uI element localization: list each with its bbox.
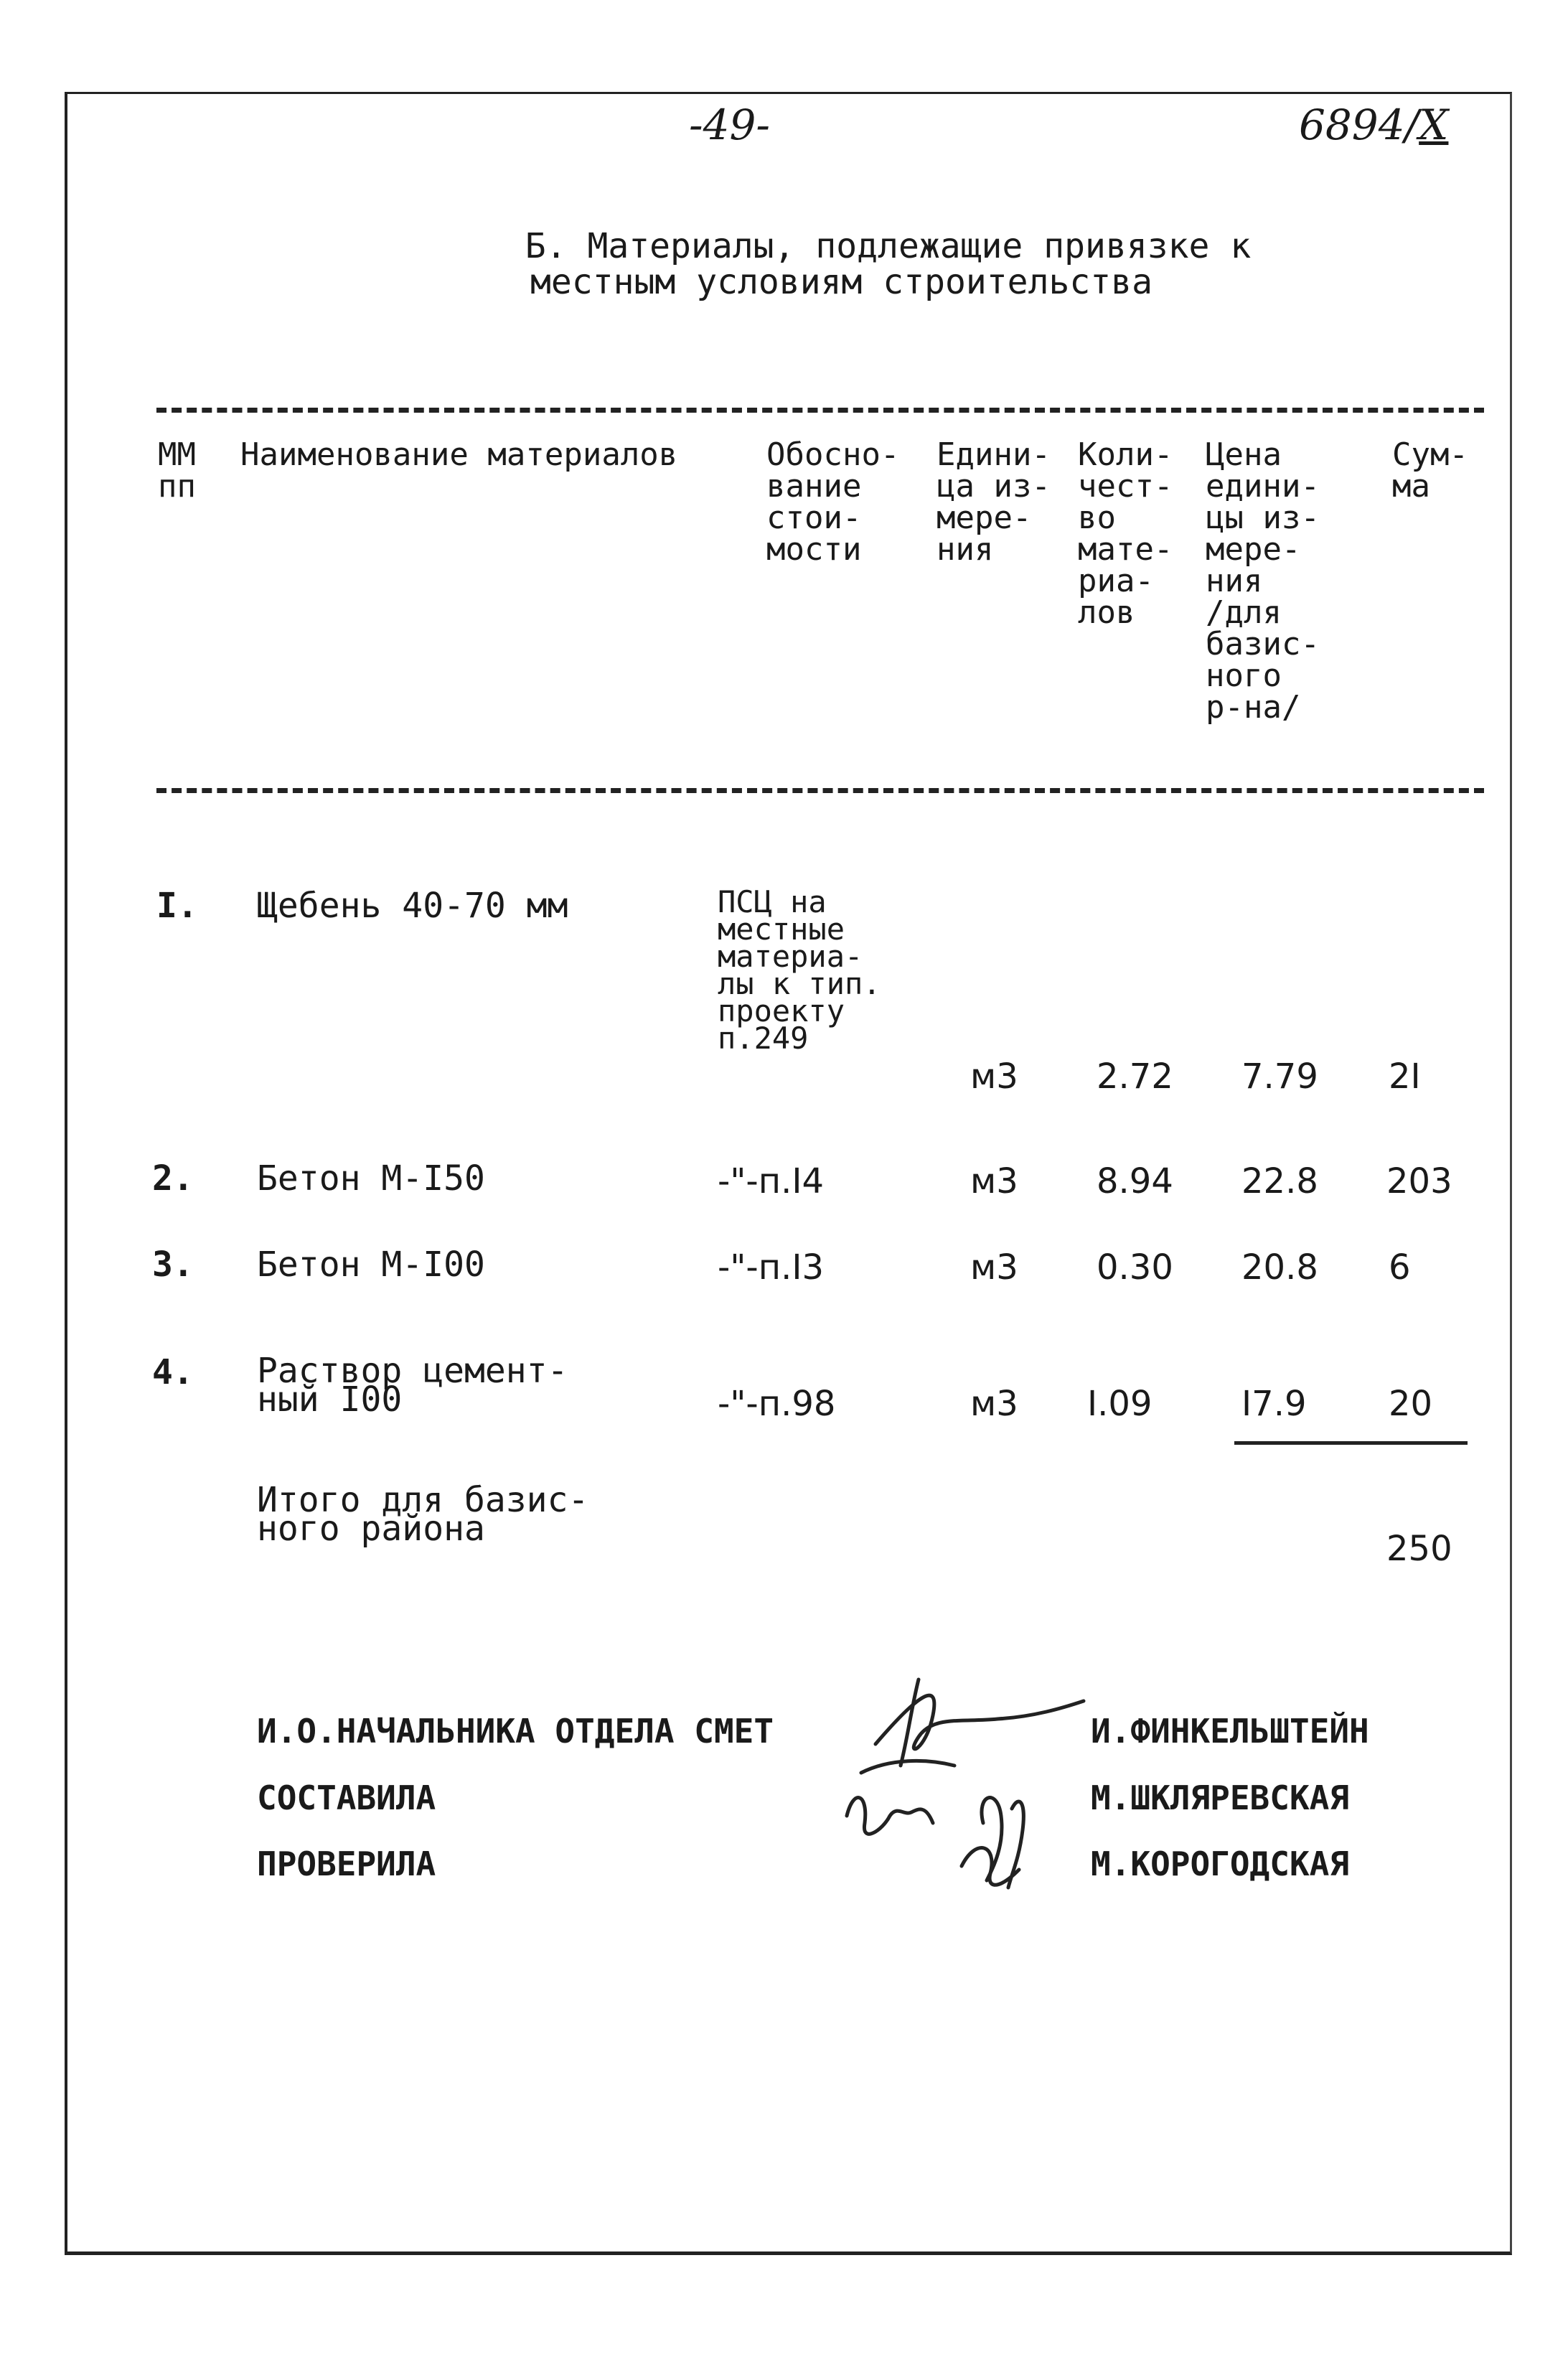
section-title	[0, 228, 1568, 300]
table-top-rule	[156, 408, 1484, 413]
row2-basis: -"-п.I4	[718, 1161, 825, 1201]
total-value: 250	[1386, 1529, 1452, 1569]
row2-num: 2.	[152, 1158, 194, 1199]
row1-name: Щебень 40-70 мм	[257, 886, 568, 926]
document-code-roman: X	[1419, 100, 1449, 149]
row1-sum: 2I	[1389, 1056, 1421, 1097]
row1-price: 7.79	[1241, 1056, 1318, 1097]
document-code	[1299, 100, 1448, 149]
row3-sum: 6	[1389, 1247, 1411, 1288]
row4-price: I7.9	[1241, 1384, 1307, 1424]
signature-role-checked: ПРОВЕРИЛА	[257, 1845, 436, 1883]
signature-name-checked: М.КОРОГОДСКАЯ	[1091, 1845, 1350, 1883]
row2-unit: м3	[970, 1161, 1018, 1201]
col-header-sum: Сум- ма	[1392, 436, 1468, 505]
signature-role-head: И.О.НАЧАЛЬНИКА ОТДЕЛА СМЕТ	[257, 1712, 774, 1751]
section-title-line1: Б. Материалы, подлежащие привязке к	[525, 226, 1252, 266]
table-header-rule	[156, 788, 1484, 793]
document-code-number: 6894/	[1299, 100, 1419, 149]
section-title-line2: местным условиям строительства	[530, 262, 1152, 302]
signature-role-compiled: СОСТАВИЛА	[257, 1779, 436, 1817]
row1-num: I.	[156, 886, 198, 926]
col-header-price: Цена едини- цы из- мере- ния /для базис- ного р-на/	[1206, 436, 1320, 726]
handwritten-signatures	[832, 1651, 1091, 1909]
sum-underline	[1234, 1441, 1468, 1445]
signature-name-head: И.ФИНКЕЛЬШТЕЙН	[1091, 1712, 1369, 1751]
row3-price: 20.8	[1241, 1247, 1318, 1288]
row2-name: Бетон М-I50	[257, 1158, 485, 1199]
col-header-qty: Коли- чест- во мате- риа- лов	[1078, 436, 1173, 631]
row3-qty: 0.30	[1097, 1247, 1173, 1288]
signature-name-compiled: М.ШКЛЯРЕВСКАЯ	[1091, 1779, 1350, 1817]
col-header-unit: Едини- ца из- мере- ния	[936, 436, 1051, 568]
page-number: -49-	[689, 100, 770, 149]
row1-qty: 2.72	[1097, 1056, 1173, 1097]
row2-sum: 203	[1386, 1161, 1452, 1201]
row4-unit: м3	[970, 1384, 1018, 1424]
row4-num: 4.	[152, 1352, 194, 1392]
col-header-name: Наименование материалов	[240, 436, 678, 473]
row3-name: Бетон М-I00	[257, 1245, 485, 1285]
col-header-num: ММ пп	[158, 436, 196, 505]
row3-unit: м3	[970, 1247, 1018, 1288]
row4-qty: I.09	[1087, 1384, 1152, 1424]
col-header-basis: Обосно- вание стои- мости	[766, 436, 900, 568]
row4-name: Раствор цемент- ный I00	[257, 1351, 568, 1420]
row2-price: 22.8	[1241, 1161, 1318, 1201]
row2-qty: 8.94	[1097, 1161, 1173, 1201]
total-label: Итого для базис- ного района	[257, 1480, 589, 1549]
row1-basis: ПСЦ на местные материа- лы к тип. проекту п.249	[718, 884, 881, 1056]
row4-sum: 20	[1389, 1384, 1433, 1424]
row3-basis: -"-п.I3	[718, 1247, 825, 1288]
row1-unit: м3	[970, 1056, 1018, 1097]
row3-num: 3.	[152, 1245, 194, 1285]
row4-basis: -"-п.98	[718, 1384, 836, 1424]
